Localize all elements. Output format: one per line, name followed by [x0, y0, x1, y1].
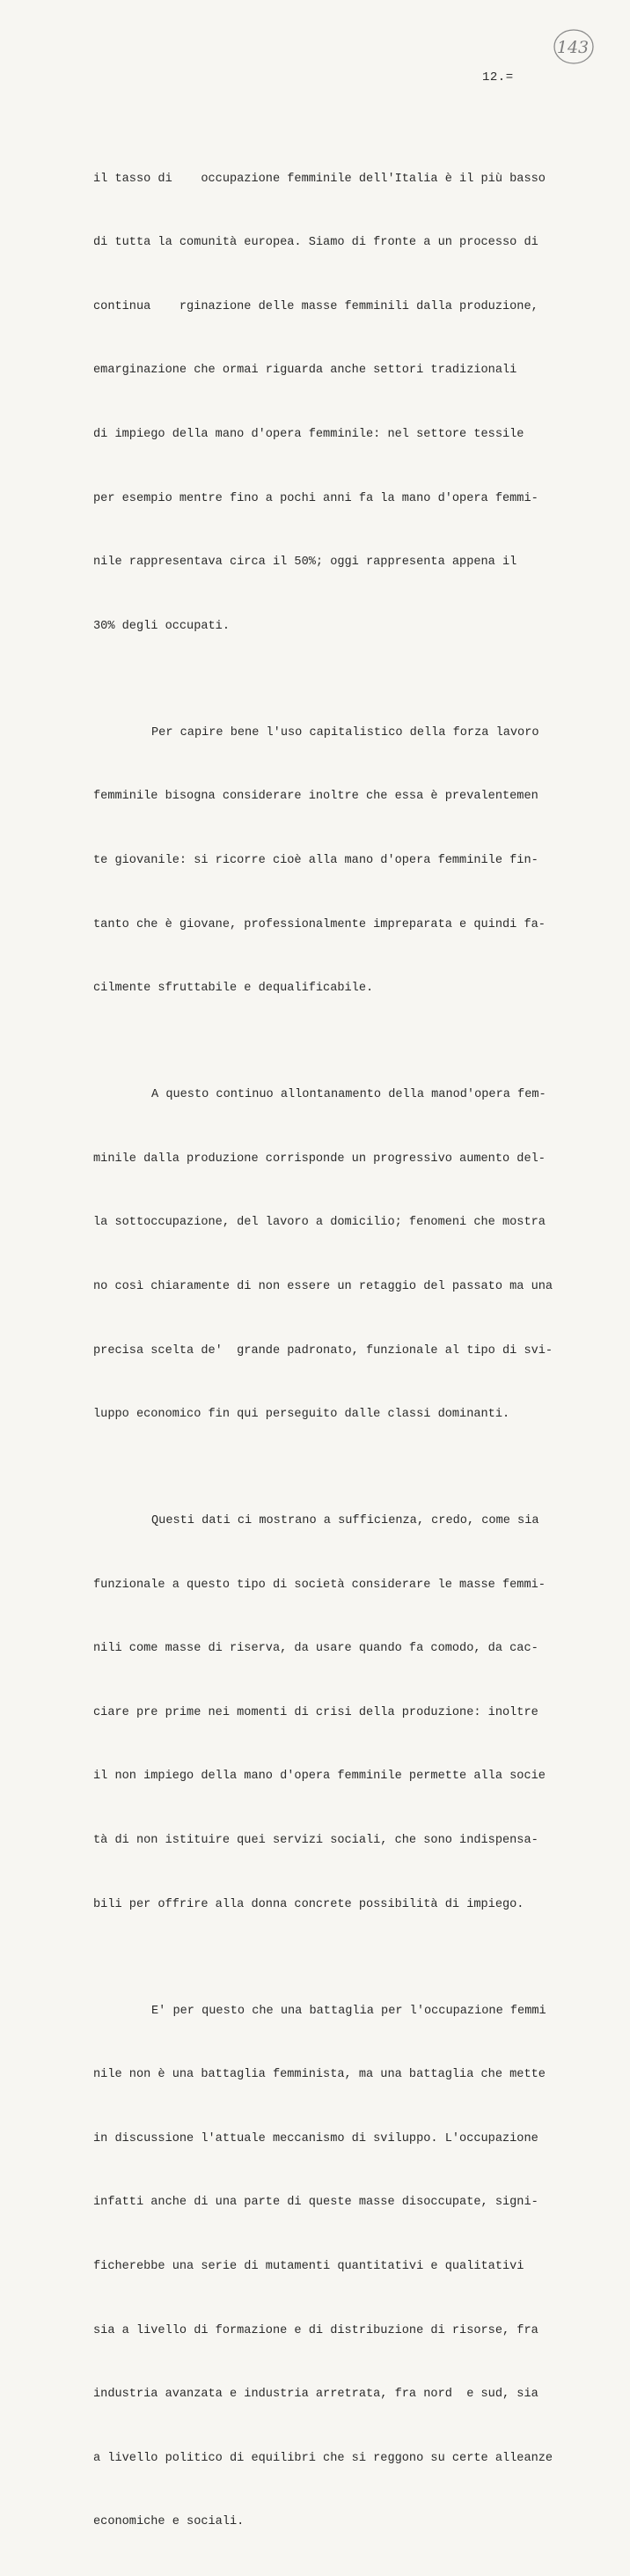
text-line: ficherebbe una serie di mutamenti quantitativi e qualitativi [93, 2260, 524, 2274]
text-line: tà di non istituire quei servizi sociali, che sono indispensa- [93, 1834, 538, 1848]
text-line: industria avanzata e industria arretrata, fra nord e sud, sia [93, 2388, 538, 2402]
text-line: Questi dati ci mostrano a sufficienza, credo, come sia [151, 1514, 539, 1528]
text-line: cilmente sfruttabile e dequalificabile. [93, 982, 374, 996]
text-line: per esempio mentre fino a pochi anni fa la mano d'opera femmi- [93, 491, 538, 505]
text-line: femminile bisogna considerare inoltre che essa è prevalentemen [93, 790, 538, 804]
text-line: E' per questo che una battaglia per l'occupazione femmi [151, 2004, 546, 2018]
text-line: emarginazione che ormai riguarda anche settori tradizionali [93, 364, 517, 378]
typed-body-text [93, 105, 568, 2576]
text-line: 30% degli occupati. [93, 619, 230, 633]
text-line: ciare pre prime nei momenti di crisi della produzione: inoltre [93, 1705, 538, 1719]
handwritten-archive-number [549, 26, 598, 67]
text-line: nile non è una battaglia femminista, ma una battaglia che mette [93, 2068, 546, 2082]
text-line: precisa scelta de' grande padronato, funzionale al tipo di svi- [93, 1343, 553, 1358]
text-line: A questo continuo allontanamento della manod'opera fem- [151, 1088, 546, 1102]
text-line: luppo economico fin qui perseguito dalle classi dominanti. [93, 1408, 510, 1422]
text-line: il tasso di occupazione femminile dell'Italia è il più basso [93, 172, 546, 186]
text-line: bili per offrire alla donna concrete possibilità di impiego. [93, 1897, 524, 1911]
text-line: il non impiego della mano d'opera femminile permette alla socie [93, 1770, 546, 1784]
text-line: a livello politico di equilibri che si reggono su certe alleanze [93, 2451, 553, 2465]
text-line: la sottoccupazione, del lavoro a domicilio; fenomeni che mostra [93, 1216, 546, 1230]
text-line: di impiego della mano d'opera femminile: nel settore tessile [93, 427, 524, 441]
text-line: nili come masse di riserva, da usare quando fa comodo, da cac- [93, 1642, 538, 1656]
text-line: tanto che è giovane, professionalmente impreparata e quindi fa- [93, 917, 546, 931]
text-line: funzionale a questo tipo di società considerare le masse femmi- [93, 1578, 546, 1592]
text-line: continua rginazione delle masse femminili dalla produzione, [93, 299, 538, 313]
text-line: di tutta la comunità europea. Siamo di fronte a un processo di [93, 236, 538, 250]
text-line: no così chiaramente di non essere un retaggio del passato ma una [93, 1279, 553, 1293]
text-line: nile rappresentava circa il 50%; oggi rappresenta appena il [93, 556, 517, 570]
text-line: minile dalla produzione corrisponde un progressivo aumento del- [93, 1152, 546, 1166]
text-line: te giovanile: si ricorre cioè alla mano d'opera femminile fin- [93, 853, 538, 867]
archive-number-text: 143 [556, 38, 590, 57]
page-number: 12.= [482, 70, 514, 85]
text-line: economiche e sociali. [93, 2515, 245, 2529]
text-line: sia a livello di formazione e di distribuzione di risorse, fra [93, 2323, 538, 2337]
text-line: infatti anche di una parte di queste masse disoccupate, signi- [93, 2196, 538, 2210]
text-line: in discussione l'attuale meccanismo di sviluppo. L'occupazione [93, 2131, 538, 2145]
text-line: Per capire bene l'uso capitalistico della forza lavoro [151, 725, 539, 740]
